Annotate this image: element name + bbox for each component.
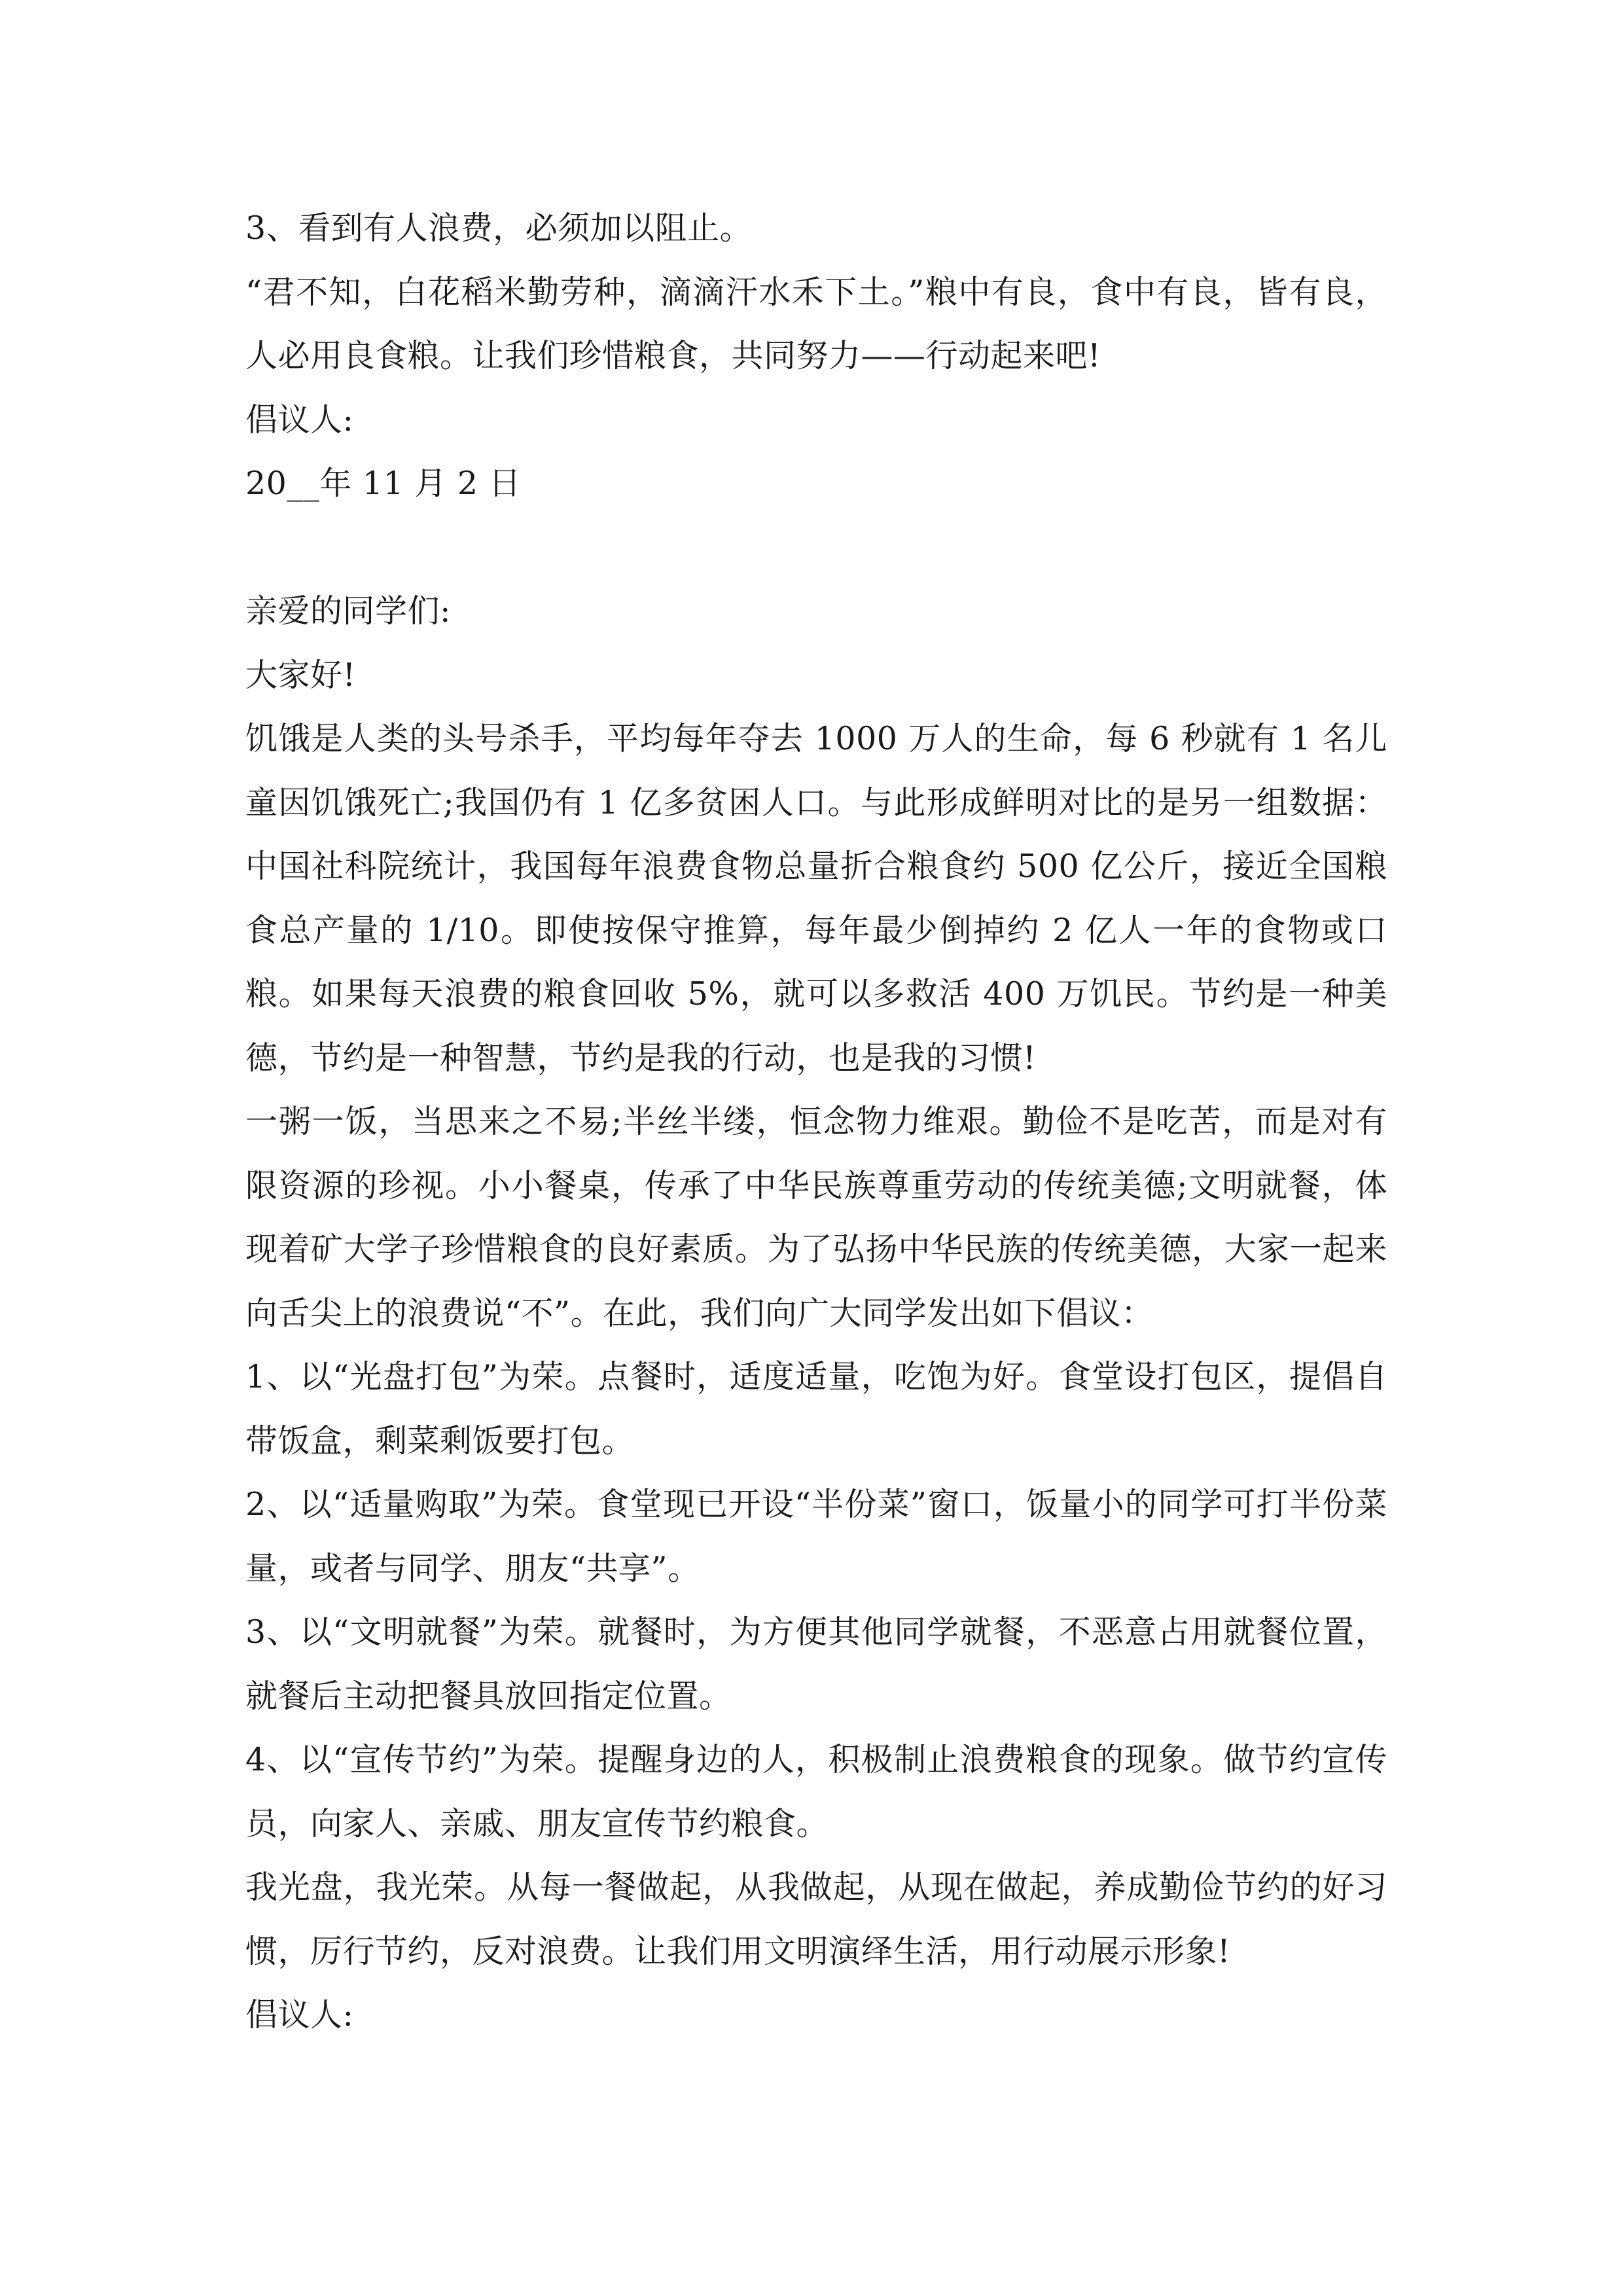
part2-item-1: 1、以“光盘打包”为荣。点餐时，适度适量，吃饱为好。食堂设打包区，提倡自带饭盒，剩菜剩饭要打包。 xyxy=(245,1358,1387,1460)
part2-item-3: 3、以“文明就餐”为荣。就餐时，为方便其他同学就餐，不恶意占用就餐位置，就餐后主动把餐具放回指定位置。 xyxy=(245,1613,1387,1715)
part2-paragraph-1: 饥饿是人类的头号杀手，平均每年夺去 1000 万人的生命，每 6 秒就有 1 名儿童因饥饿死亡;我国仍有 1 亿多贫困人口。与此形成鲜明对比的是另一组数据：中国社科院统计，我国每年浪费食物总量折合粮食约 500 亿公斤，接近全国粮食总产量的 1/10。即使按保守推算，每年最少倒掉约 2 亿人一年的食物或口粮。如果每天浪费的粮食回收 5%，就可以多救活 400 万饥民。节约是一种美德，节约是一种智慧，节约是我的行动，也是我的习惯! xyxy=(245,720,1387,1077)
part2-item-4: 4、以“宣传节约”为荣。提醒身边的人，积极制止浪费粮食的现象。做节约宣传员，向家人、亲戚、朋友宣传节约粮食。 xyxy=(245,1741,1387,1842)
part2-signature-label: 倡议人: xyxy=(245,1996,354,2034)
part2-greeting: 大家好! xyxy=(245,656,356,694)
part2-paragraph-2: 一粥一饭，当思来之不易;半丝半缕，恒念物力维艰。勤俭不是吃苦，而是对有限资源的珍视。小小餐桌，传承了中华民族尊重劳动的传统美德;文明就餐，体现着矿大学子珍惜粮食的良好素质。为了弘扬中华民族的传统美德，大家一起来向舌尖上的浪费说“不”。在此，我们向广大同学发出如下倡议： xyxy=(245,1103,1387,1332)
part1-date: 20__年 11 月 2 日 xyxy=(245,465,522,502)
part1-quote-paragraph: “君不知，白花稻米勤劳种，滴滴汗水禾下土。”粮中有良，食中有良，皆有良，人必用良食粮。让我们珍惜粮食，共同努力——行动起来吧! xyxy=(245,273,1387,374)
part1-item-3: 3、看到有人浪费，必须加以阻止。 xyxy=(245,209,753,247)
part1-signature-label: 倡议人: xyxy=(245,401,354,439)
part2-item-2: 2、以“适量购取”为荣。食堂现已开设“半份菜”窗口，饭量小的同学可打半份菜量，或者与同学、朋友“共享”。 xyxy=(245,1486,1387,1587)
document-body xyxy=(245,196,1387,2047)
section-spacer xyxy=(245,516,1387,580)
part2-closing: 我光盘，我光荣。从每一餐做起，从我做起，从现在做起，养成勤俭节约的好习惯，厉行节约，反对浪费。让我们用文明演绎生活，用行动展示形象! xyxy=(245,1869,1387,1970)
part2-salutation: 亲爱的同学们: xyxy=(245,592,452,630)
